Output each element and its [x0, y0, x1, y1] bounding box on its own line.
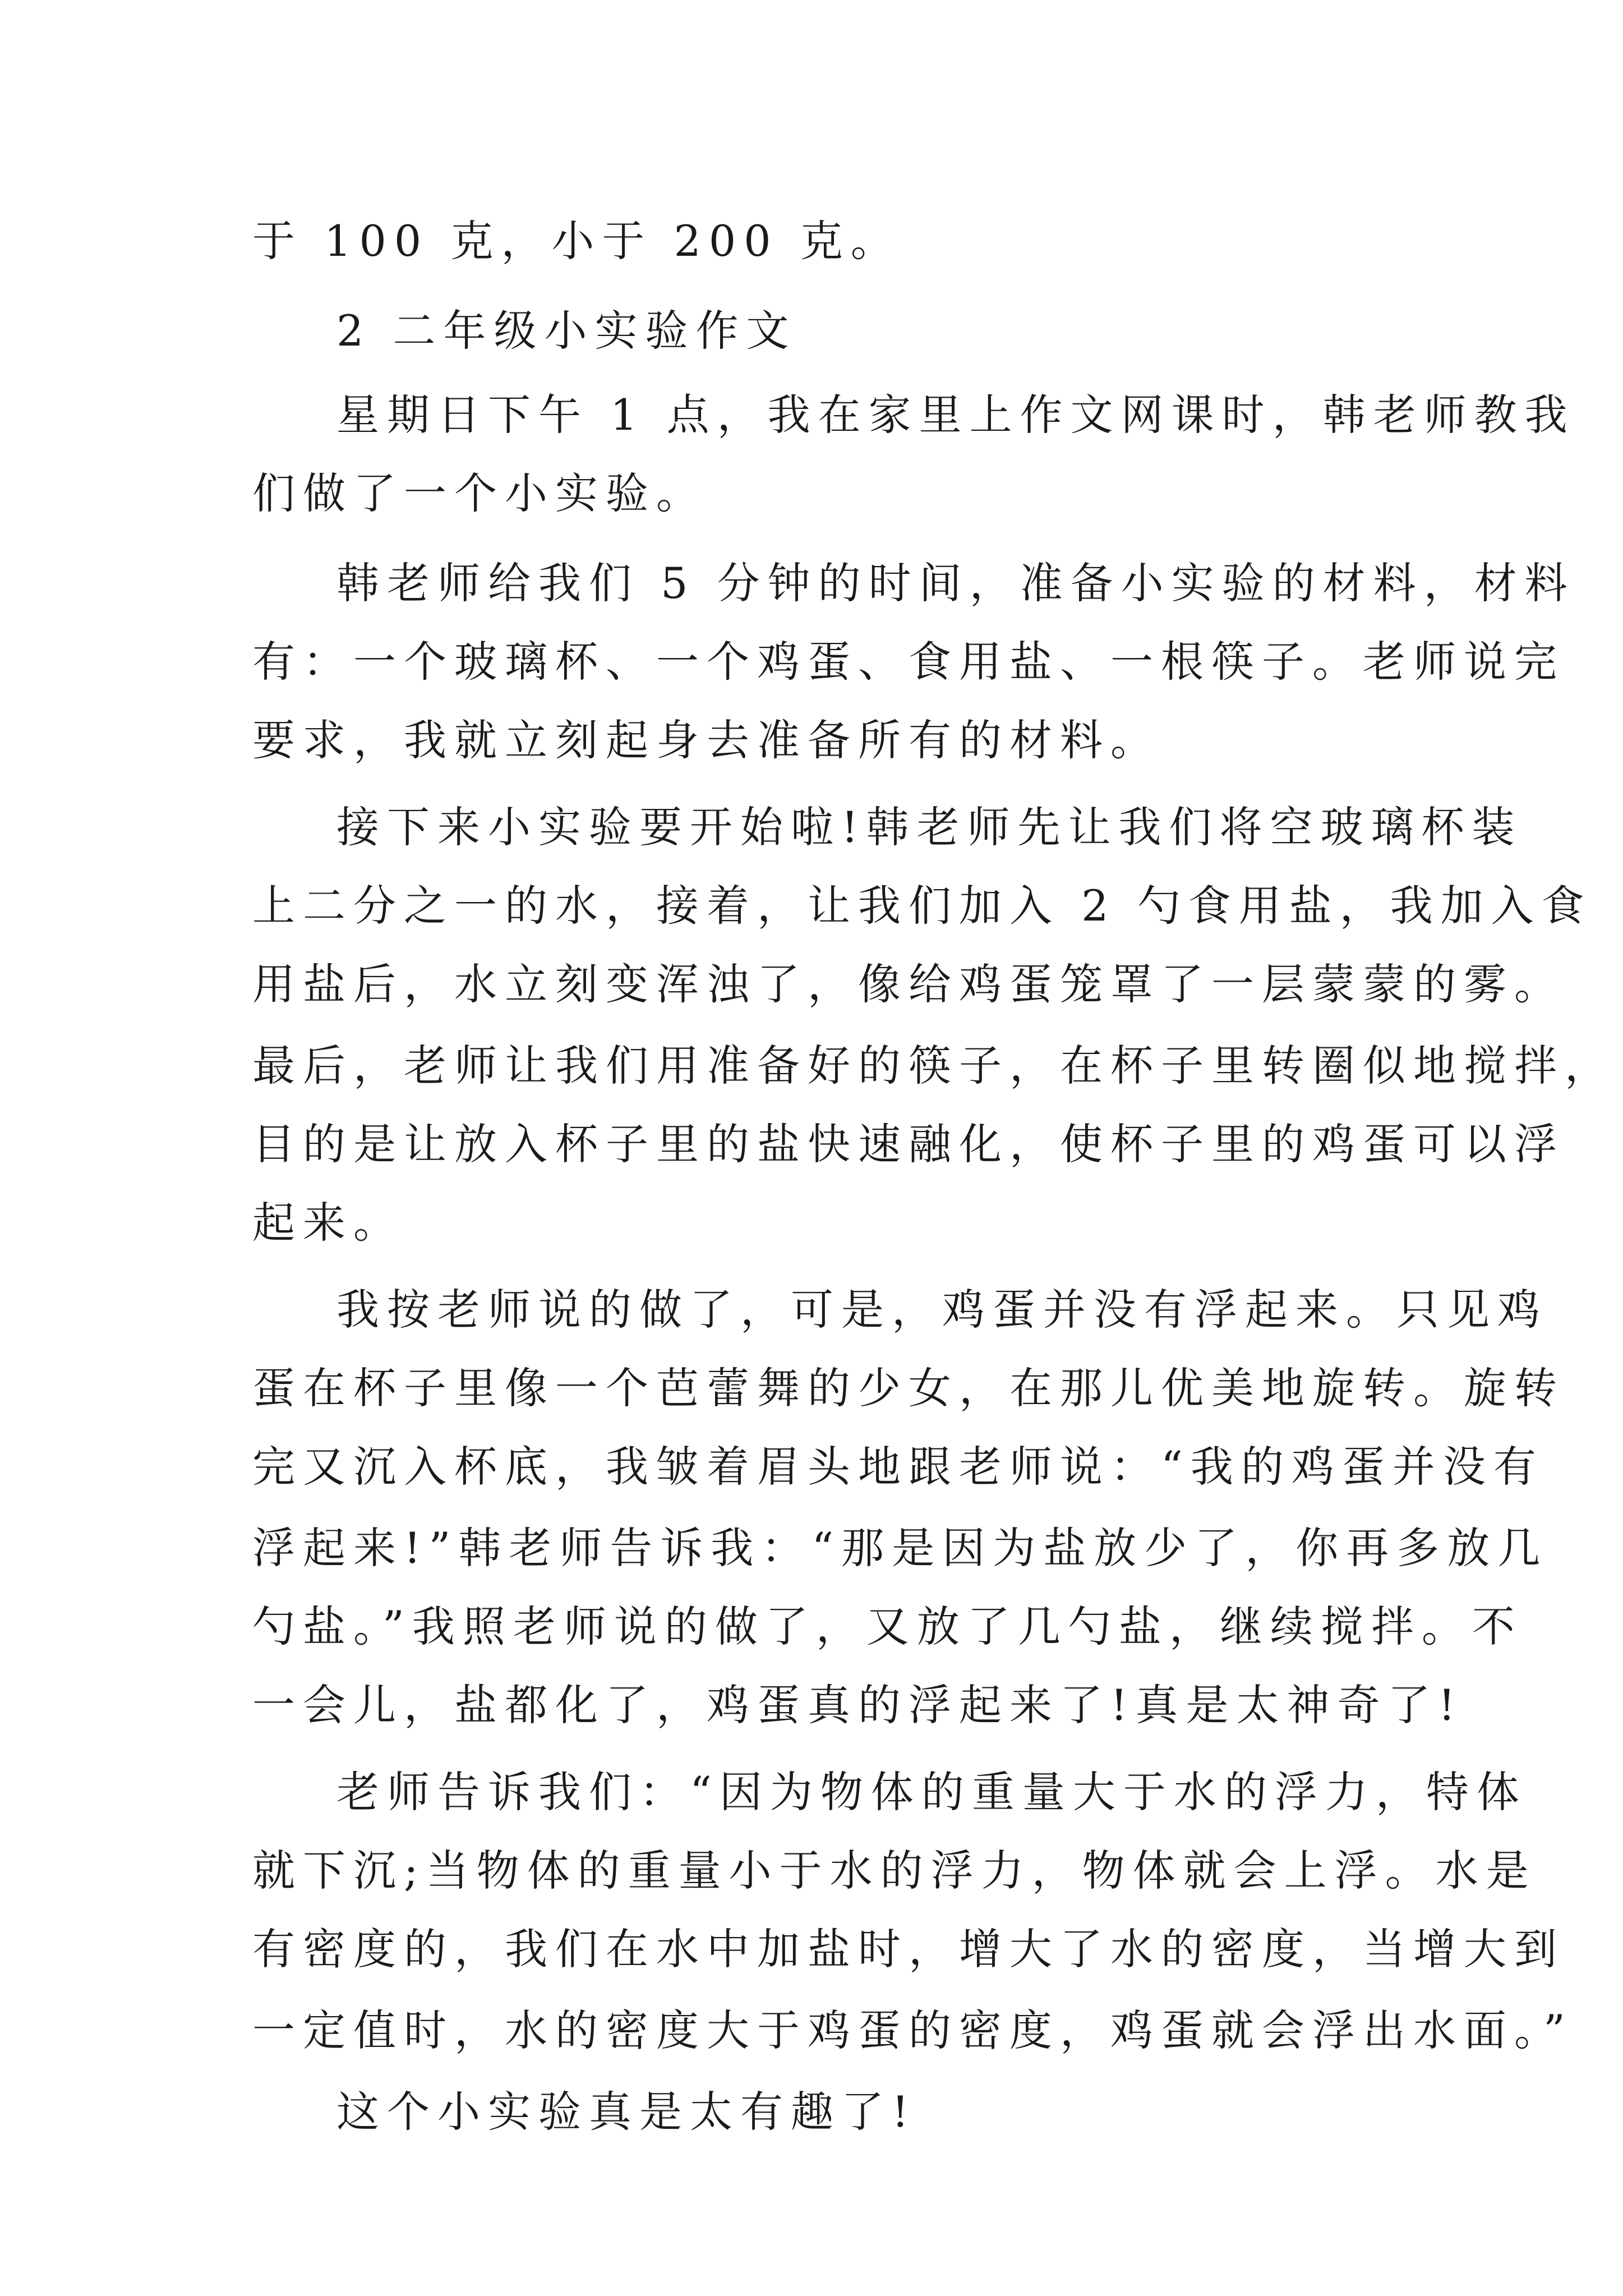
text-line: 用盐后，水立刻变浑浊了，像给鸡蛋笼罩了一层蒙蒙的雾。 [252, 959, 1565, 1009]
text-line: 我按老师说的做了，可是，鸡蛋并没有浮起来。只见鸡 [336, 1285, 1548, 1335]
text-line: 就下沉;当物体的重量小于水的浮力，物体就会上浮。水是 [252, 1846, 1537, 1895]
text-line: 接下来小实验要开始啦!韩老师先让我们将空玻璃杯装 [336, 802, 1523, 852]
section-heading: 2 二年级小实验作文 [336, 306, 797, 356]
text-line: 上二分之一的水，接着，让我们加入 2 勺食用盐，我加入食 [252, 881, 1592, 931]
text-line: 这个小实验真是太有趣了! [336, 2087, 917, 2137]
text-line: 一定值时，水的密度大于鸡蛋的密度，鸡蛋就会浮出水面。” [252, 2005, 1573, 2055]
text-line: 有密度的，我们在水中加盐时，增大了水的密度，当增大到 [252, 1924, 1565, 1974]
text-line: 一会儿，盐都化了，鸡蛋真的浮起来了!真是太神奇了! [252, 1680, 1464, 1730]
text-line: 完又沉入杯底，我皱着眉头地跟老师说：“我的鸡蛋并没有 [252, 1442, 1544, 1492]
text-line: 韩老师给我们 5 分钟的时间，准备小实验的材料，材料 [336, 558, 1575, 608]
text-line: 勺盐。”我照老师说的做了，又放了几勺盐，继续搅拌。不 [252, 1602, 1523, 1651]
text-line: 起来。 [252, 1198, 404, 1248]
text-line: 星期日下午 1 点，我在家里上作文网课时，韩老师教我 [336, 390, 1575, 440]
text-line: 蛋在杯子里像一个芭蕾舞的少女，在那儿优美地旋转。旋转 [252, 1363, 1565, 1413]
text-line: 目的是让放入杯子里的盐快速融化，使杯子里的鸡蛋可以浮 [252, 1119, 1565, 1169]
text-line: 最后，老师让我们用准备好的筷子，在杯子里转圈似地搅拌， [252, 1041, 1615, 1091]
text-line: 要求，我就立刻起身去准备所有的材料。 [252, 715, 1161, 765]
text-line: 浮起来!”韩老师告诉我：“那是因为盐放少了，你再多放几 [252, 1523, 1548, 1573]
text-line: 有：一个玻璃杯、一个鸡蛋、食用盐、一根筷子。老师说完 [252, 637, 1565, 687]
text-line: 老师告诉我们：“因为物体的重量大于水的浮力，特体 [336, 1767, 1527, 1817]
text-line-continuation: 于 100 克，小于 200 克。 [252, 216, 901, 266]
text-line: 们做了一个小实验。 [252, 468, 707, 518]
